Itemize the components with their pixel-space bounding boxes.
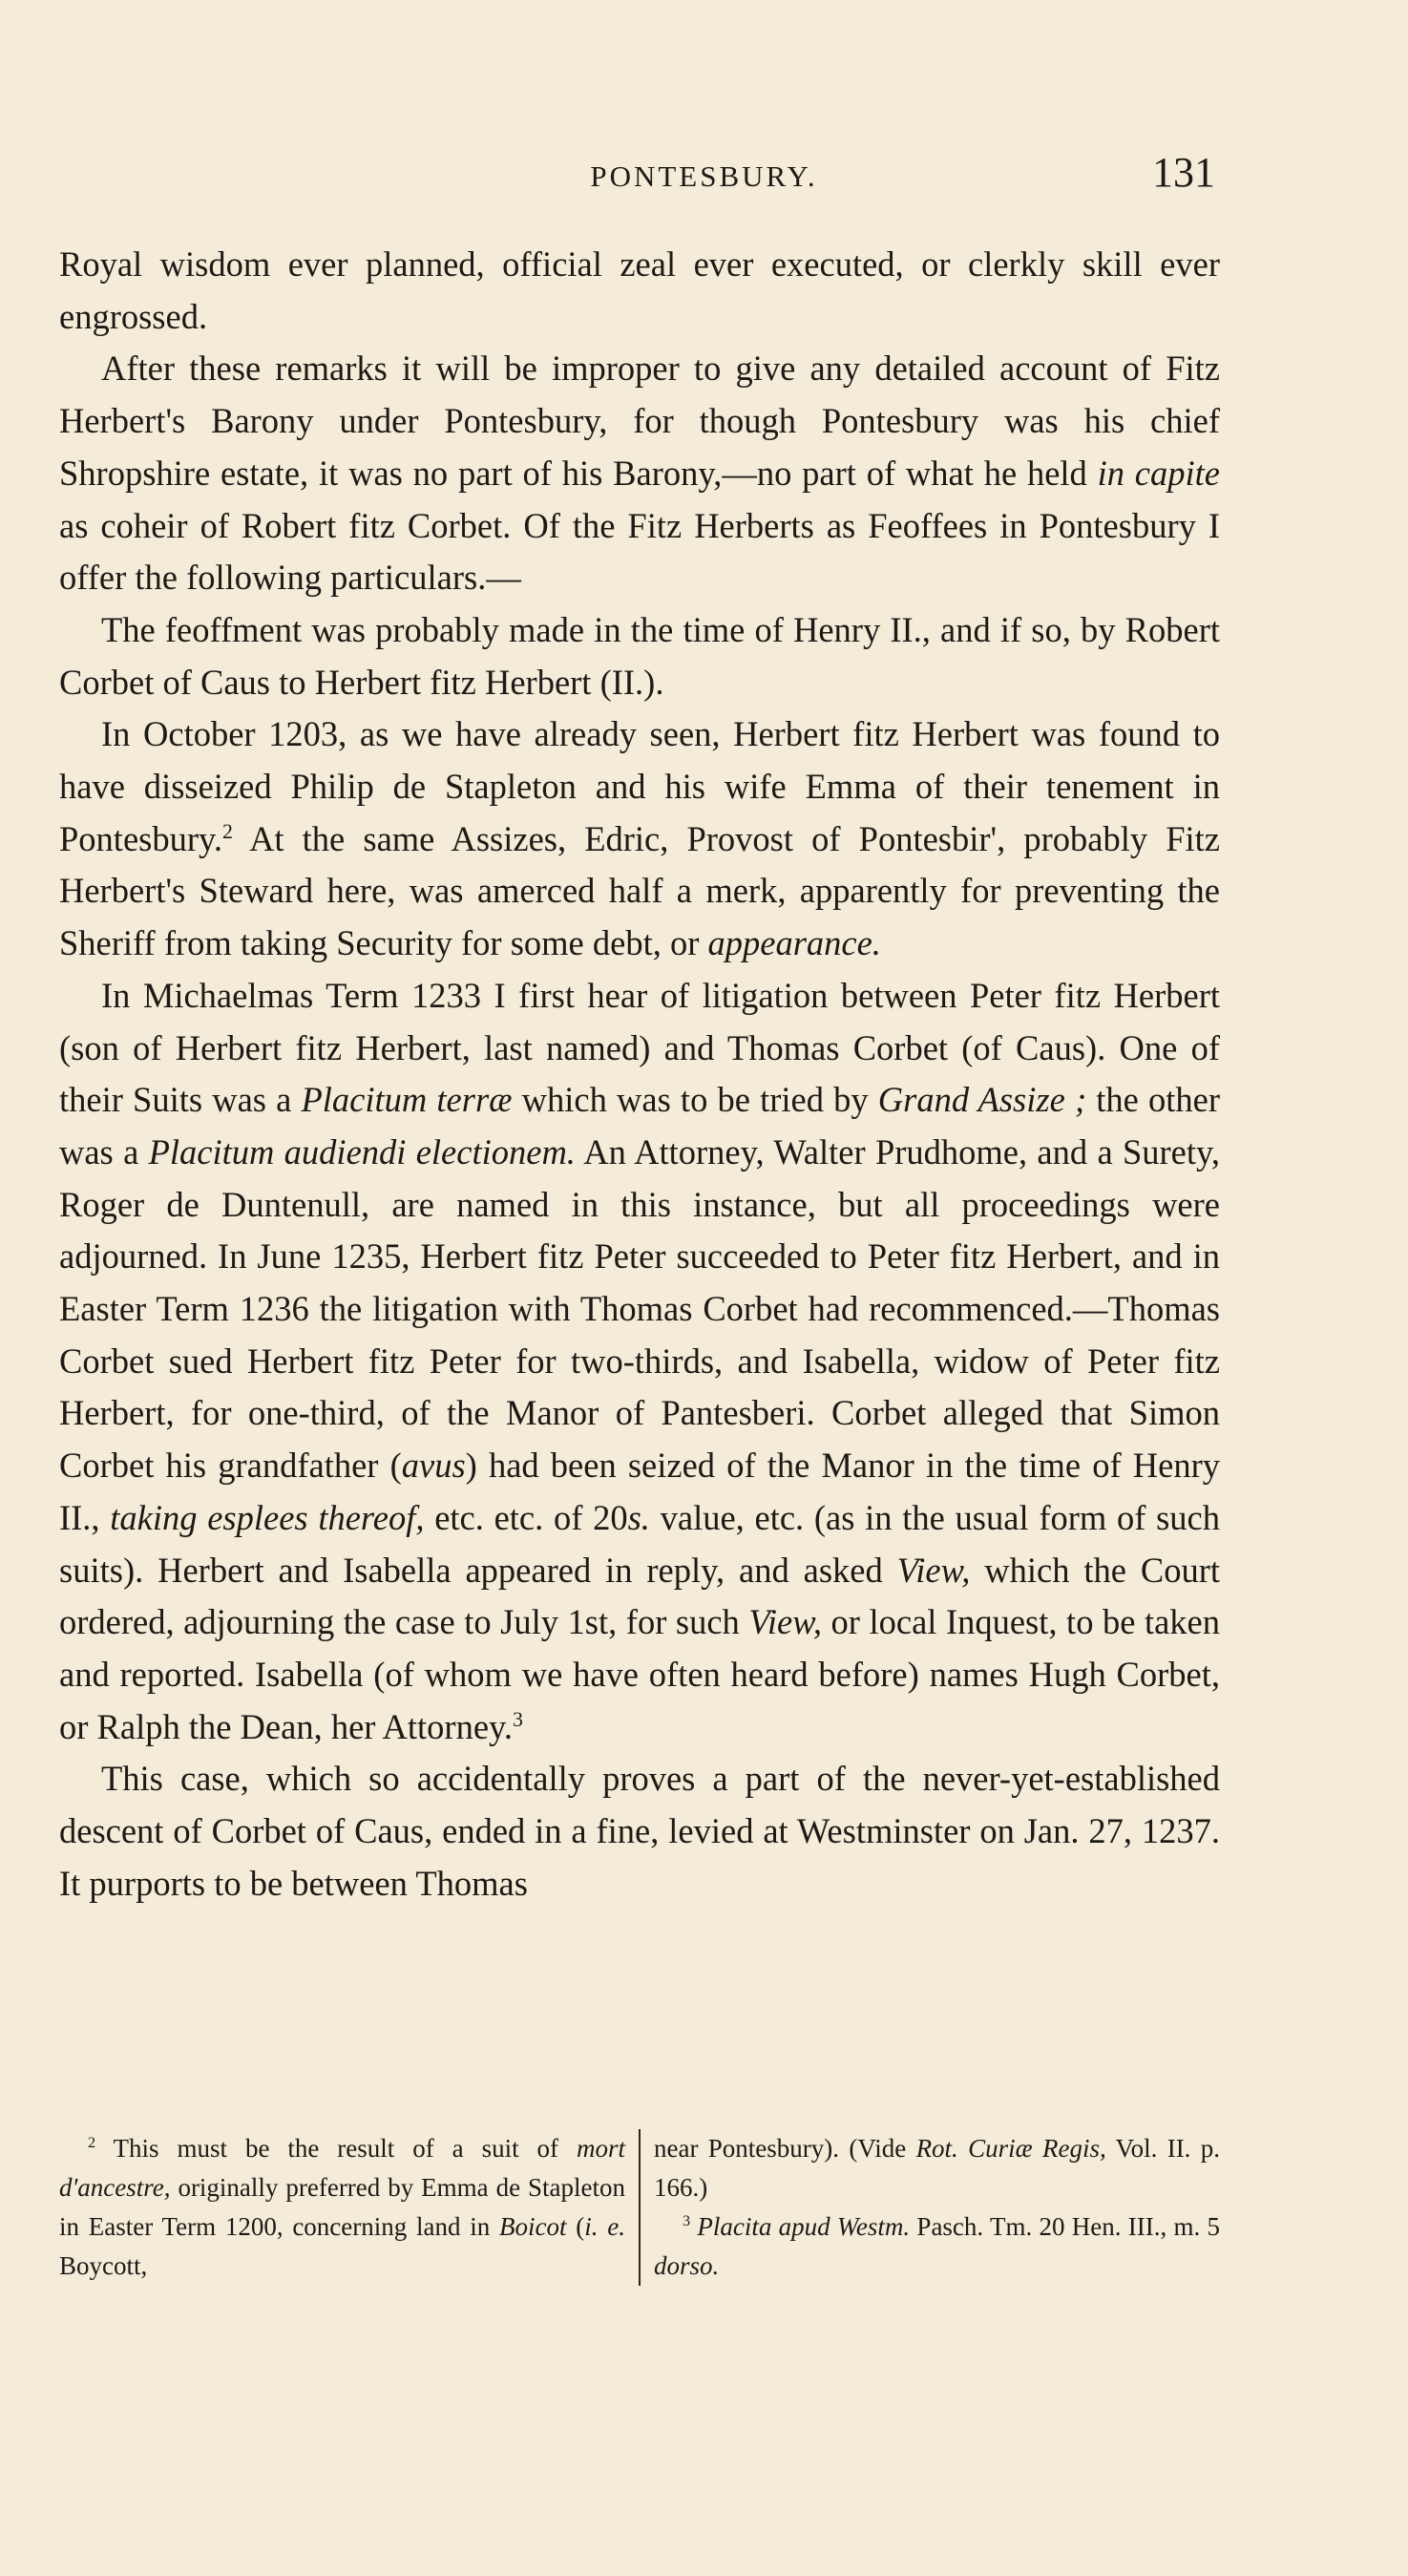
italic-text: Placita apud Westm. [697, 2212, 911, 2241]
text-run: After these remarks it will be improper to give any detailed account of Fitz Herbert's Barony under Pontesbury, for though Pontesbury was his chief Shropshire estate, it was no part of his Barony,—no part of what he held [59, 348, 1220, 493]
italic-text: appearance. [707, 923, 881, 963]
text-run: originally preferred by Emma de Stapleton in Easter Term 1200, concerning land in [59, 2173, 626, 2241]
text-run: In October 1203, as we have already seen, Herbert fitz Herbert was found to have disseized Philip de Stapleton and his wife Emma of their tenement in Pontesbury. [59, 714, 1220, 858]
italic-text: s. [627, 1497, 650, 1537]
text-run: The feoffment was probably made in the time of Henry II., and if so, by Robert Corbet of Caus to Herbert fitz Herbert (II.). [59, 609, 1220, 702]
text-run: At the same Assizes, Edric, Provost of Pontesbir', probably Fitz Herbert's Steward here, was amerced half a merk, apparently for preventing the Sheriff from taking Security for some debt, or [59, 818, 1220, 963]
body-text [59, 239, 1220, 1911]
text-run: Boycott, [59, 2251, 148, 2280]
text-run: This case, which so accidentally proves a part of the never-yet-established descent of Corbet of Caus, ended in a fine, levied at Westminster on Jan. 27, 1237. It purports to be between Thomas [59, 1759, 1220, 1903]
footnote-marker: 2 [88, 2134, 96, 2151]
footnote-marker: 3 [513, 1706, 523, 1731]
text-run: Royal wisdom ever planned, official zeal ever executed, or clerkly skill ever engrossed. [59, 244, 1220, 336]
text-run: which was to be tried by [512, 1080, 878, 1120]
text-run: or local Inquest, to be taken and reported. Isabella (of whom we have often heard before) names Hugh Corbet, or Ralph the Dean, her Attorney. [59, 1602, 1220, 1746]
text-run: Vol. II. p. 166.) [654, 2134, 1221, 2202]
footnote-column-left [59, 2129, 639, 2286]
italic-text: Placitum audiendi electionem. [148, 1131, 576, 1172]
italic-text: Grand Assize ; [877, 1080, 1087, 1120]
text-run: value, etc. (as in the usual form of such suits). Herbert and Isabella appeared in reply, and asked [59, 1497, 1220, 1590]
italic-text: Placitum terræ [301, 1080, 513, 1120]
footnote-column-right [641, 2129, 1220, 2286]
text-run: near Pontesbury). (Vide [654, 2134, 916, 2163]
footnote [654, 2207, 1220, 2286]
paragraph [59, 604, 1220, 708]
running-head [0, 148, 1408, 205]
text-run: as coheir of Robert fitz Corbet. Of the Fitz Herberts as Feoffees in Pontesbury I offer the following particulars.— [59, 505, 1220, 598]
footnote-marker: 3 [683, 2212, 691, 2229]
text-run: ( [566, 2212, 585, 2241]
text-run: which the Court ordered, adjourning the case to July 1st, for such [59, 1550, 1220, 1642]
footnote-marker: 2 [222, 818, 233, 843]
paragraph [59, 343, 1220, 604]
page-number: 131 [1152, 149, 1215, 196]
footnotes [59, 2129, 1220, 2286]
paragraph [59, 239, 1220, 343]
italic-text: dorso. [654, 2251, 720, 2280]
italic-text: Rot. Curiæ Regis, [915, 2134, 1106, 2163]
text-run: This must be the result of a suit of [95, 2134, 577, 2163]
text-run: In Michaelmas Term 1233 I first hear of litigation between Peter fitz Herbert (son of Herbert fitz Herbert, last named) and Thomas Corbet (of Caus). One of their Suits was a [59, 975, 1220, 1120]
italic-text: i. e. [584, 2212, 625, 2241]
italic-text: avus [401, 1446, 466, 1486]
text-run: etc. etc. of 20 [424, 1497, 628, 1537]
footnote [654, 2129, 1220, 2207]
italic-text: mort d'ancestre, [59, 2134, 626, 2202]
italic-text: View, [896, 1550, 971, 1590]
italic-text: View, [748, 1602, 823, 1642]
text-run: the other was a [59, 1080, 1220, 1172]
text-run: ) had been seized of the Manor in the time of Henry II., [59, 1446, 1220, 1537]
footnote [59, 2129, 625, 2286]
paragraph [59, 708, 1220, 970]
text-run: An Attorney, Walter Prudhome, and a Surety, Roger de Duntenull, are named in this instance, but all proceedings were adjourned. In June 1235, Herbert fitz Peter succeeded to Peter fitz Herbert, and in Easter Term 1236 the litigation with Thomas Corbet had recommenced.—Thomas Corbet sued Herbert fitz Peter for two-thirds, and Isabella, widow of Peter fitz Herbert, for one-third, of the Manor of Pantesberi. Corbet alleged that Simon Corbet his grandfather ( [59, 1131, 1221, 1486]
text-run: Pasch. Tm. 20 Hen. III., m. 5 [910, 2212, 1221, 2241]
running-title: PONTESBURY. [590, 159, 818, 193]
paragraph [59, 970, 1220, 1754]
italic-text: in capite [1097, 453, 1220, 493]
italic-text: Boicot [499, 2212, 567, 2241]
italic-text: taking esplees thereof, [110, 1497, 425, 1537]
paragraph [59, 1753, 1220, 1910]
